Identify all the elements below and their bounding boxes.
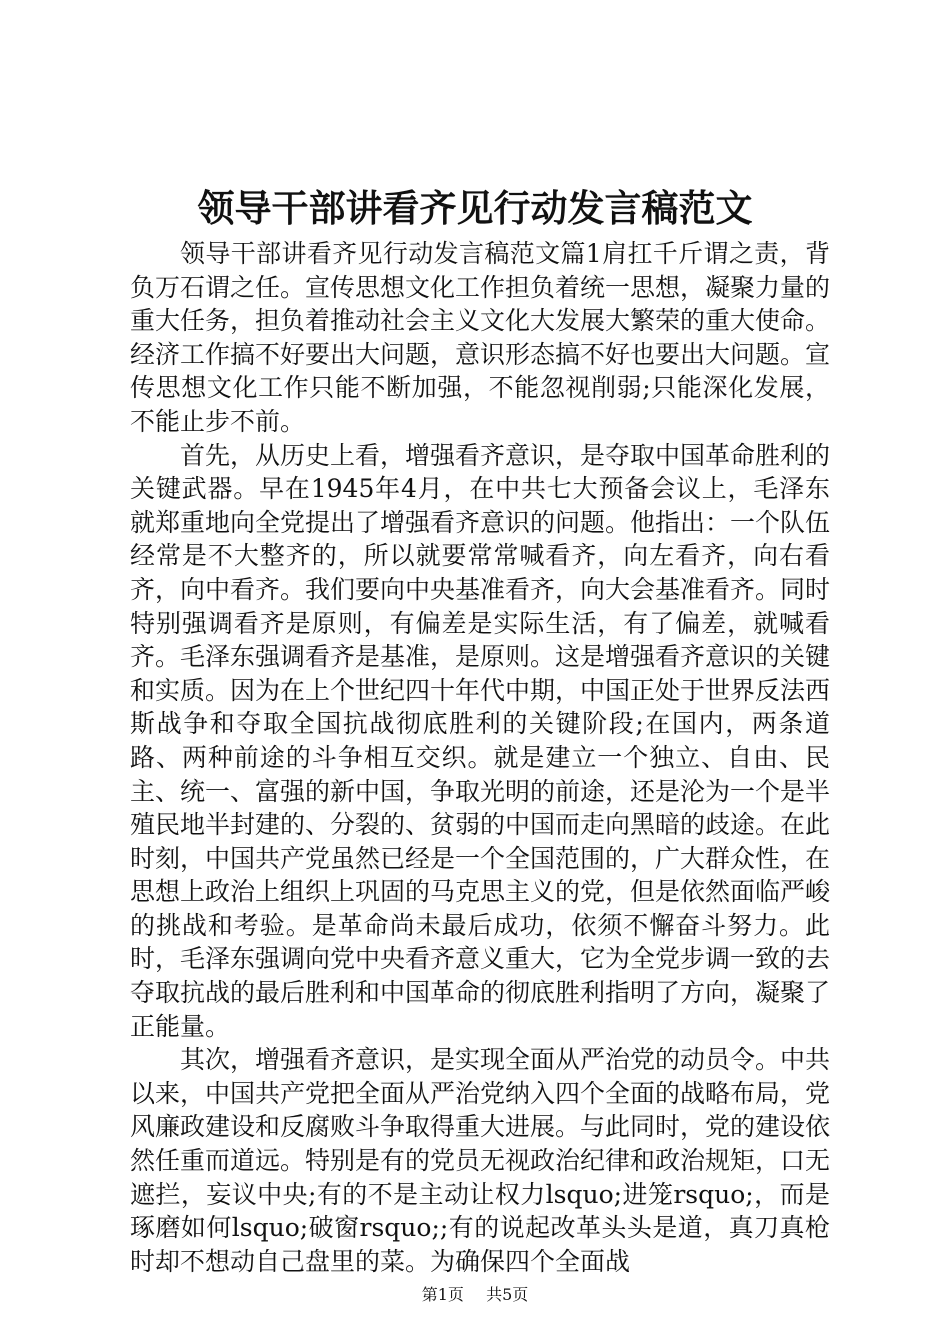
page-number-total: 共5页 [486,1285,529,1304]
document-body [130,237,830,1278]
paragraph-2: 首先，从历史上看，增强看齐意识，是夺取中国革命胜利的关键武器。早在1945年4月，在中共七大预备会议上，毛泽东就郑重地向全党提出了增强看齐意识的问题。他指出：一个队伍经常是不大整齐的，所以就要常常喊看齐，向左看齐，向右看齐，向中看齐。我们要向中央基准看齐，向大会基准看齐。同时特别强调看齐是原则，有偏差是实际生活，有了偏差，就喊看齐。毛泽东强调看齐是基准，是原则。这是增强看齐意识的关键和实质。因为在上个世纪四十年代中期，中国正处于世界反法西斯战争和夺取全国抗战彻底胜利的关键阶段;在国内，两条道路、两种前途的斗争相互交织。就是建立一个独立、自由、民主、统一、富强的新中国，争取光明的前途，还是沦为一个是半殖民地半封建的、分裂的、贫弱的中国而走向黑暗的歧途。在此时刻，中国共产党虽然已经是一个全国范围的，广大群众性，在思想上政治上组织上巩固的马克思主义的党，但是依然面临严峻的挑战和考验。是革命尚未最后成功，依须不懈奋斗努力。此时，毛泽东强调向党中央看齐意义重大，它为全党步调一致的去夺取抗战的最后胜利和中国革命的彻底胜利指明了方向，凝聚了正能量。 [130,440,831,1041]
paragraph-1: 领导干部讲看齐见行动发言稿范文篇1肩扛千斤谓之责，背负万石谓之任。宣传思想文化工作担负着统一思想，凝聚力量的重大任务，担负着推动社会主义文化大发展大繁荣的重大使命。经济工作搞不好要出大问题，意识形态搞不好也要出大问题。宣传思想文化工作只能不断加强，不能忽视削弱;只能深化发展，不能止步不前。 [130,239,831,436]
paragraph-3: 其次，增强看齐意识，是实现全面从严治党的动员令。中共以来，中国共产党把全面从严治党纳入四个全面的战略布局，党风廉政建设和反腐败斗争取得重大进展。与此同时，党的建设依然任重而道远。特别是有的党员无视政治纪律和政治规矩，口无遮拦，妄议中央;有的不是主动让权力lsquo;进笼rsquo;，而是琢磨如何lsquo;破窗rsquo;;有的说起改革头头是道，真刀真枪时却不想动自己盘里的菜。为确保四个全面战 [130,1045,831,1276]
document-title: 领导干部讲看齐见行动发言稿范文 [197,186,753,230]
page-number-current: 第1页 [421,1285,464,1304]
page-footer [0,1284,950,1306]
